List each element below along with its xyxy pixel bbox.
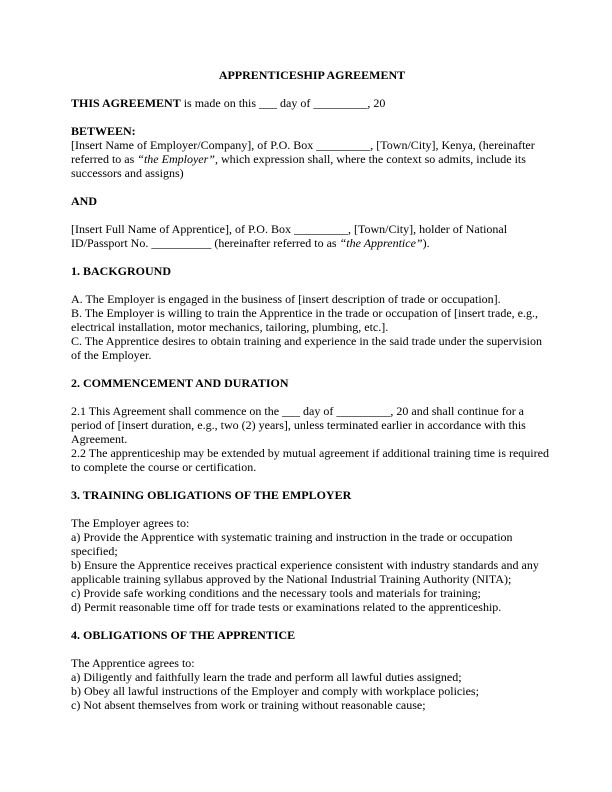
section-4-item-c: c) Not absent themselves from work or training without reasonable cause; <box>71 698 426 712</box>
section-3-lead: The Employer agrees to: <box>71 516 190 530</box>
apprentice-clause <box>71 222 553 250</box>
apprentice-clause-pre: [Insert Full Name of Apprentice], of P.O. Box _________, [Town/City], holder of National ID/Passport No. __________ (hereinafter referred to as <box>71 222 508 250</box>
apprentice-clause-post: ). <box>422 236 430 250</box>
section-2-heading: 2. COMMENCEMENT AND DURATION <box>71 376 289 390</box>
document-title: APPRENTICESHIP AGREEMENT <box>218 68 406 82</box>
between-label: BETWEEN: <box>71 124 136 138</box>
between-block <box>71 124 553 180</box>
section-2-body <box>71 404 553 474</box>
section-1-item-b: B. The Employer is willing to train the Apprentice in the trade or occupation of [insert trade, e.g., electrical installation, motor mechanics, tailoring, plumbing, etc.]. <box>71 306 538 334</box>
section-2-clause-2-1: 2.1 This Agreement shall commence on the ___ day of _________, 20 and shall continue for a period of [insert duration, e.g., two (2) years], unless terminated earlier in accordance with this Agreement. <box>71 404 526 446</box>
section-3-item-a: a) Provide the Apprentice with systematic training and instruction in the trade or occupation specified; <box>71 530 513 558</box>
section-4-body <box>71 656 553 712</box>
section-2-clause-2-2: 2.2 The apprenticeship may be extended by mutual agreement if additional training time is required to complete the course or certification. <box>71 446 549 474</box>
section-1-body <box>71 292 553 362</box>
section-1-heading: 1. BACKGROUND <box>71 264 172 278</box>
employer-clause-pre: [Insert Name of Employer/Company], of P.O. Box _________, [Town/City], Kenya, (hereinafter referred to as <box>71 138 535 166</box>
section-3-heading: 3. TRAINING OBLIGATIONS OF THE EMPLOYER <box>71 488 352 502</box>
intro-clause-rest: is made on this ___ day of _________, 20 <box>180 96 386 110</box>
section-4-heading: 4. OBLIGATIONS OF THE APPRENTICE <box>71 628 296 642</box>
section-3-item-b: b) Ensure the Apprentice receives practical experience consistent with industry standards and any applicable training syllabus approved by the National Industrial Training Authority (NITA); <box>71 558 539 586</box>
intro-clause-lead: THIS AGREEMENT <box>71 96 181 110</box>
employer-term: “the Employer” <box>137 152 215 166</box>
apprentice-term: “the Apprentice” <box>339 236 423 250</box>
section-3-item-d: d) Permit reasonable time off for trade tests or examinations related to the apprenticeship. <box>71 600 502 614</box>
intro-clause <box>71 96 553 110</box>
section-1-item-c: C. The Apprentice desires to obtain training and experience in the said trade under the supervision of the Employer. <box>71 334 542 362</box>
section-4-lead: The Apprentice agrees to: <box>71 656 195 670</box>
and-label: AND <box>71 194 97 208</box>
section-3-item-c: c) Provide safe working conditions and the necessary tools and materials for training; <box>71 586 481 600</box>
employer-clause <box>71 138 553 180</box>
employer-clause-post: , which expression shall, where the context so admits, include its successors and assigns) <box>71 152 526 180</box>
section-4-item-a: a) Diligently and faithfully learn the trade and perform all lawful duties assigned; <box>71 670 462 684</box>
section-4-item-b: b) Obey all lawful instructions of the Employer and comply with workplace policies; <box>71 684 479 698</box>
section-3-body <box>71 516 553 614</box>
section-1-item-a: A. The Employer is engaged in the business of [insert description of trade or occupation]. <box>71 292 501 306</box>
